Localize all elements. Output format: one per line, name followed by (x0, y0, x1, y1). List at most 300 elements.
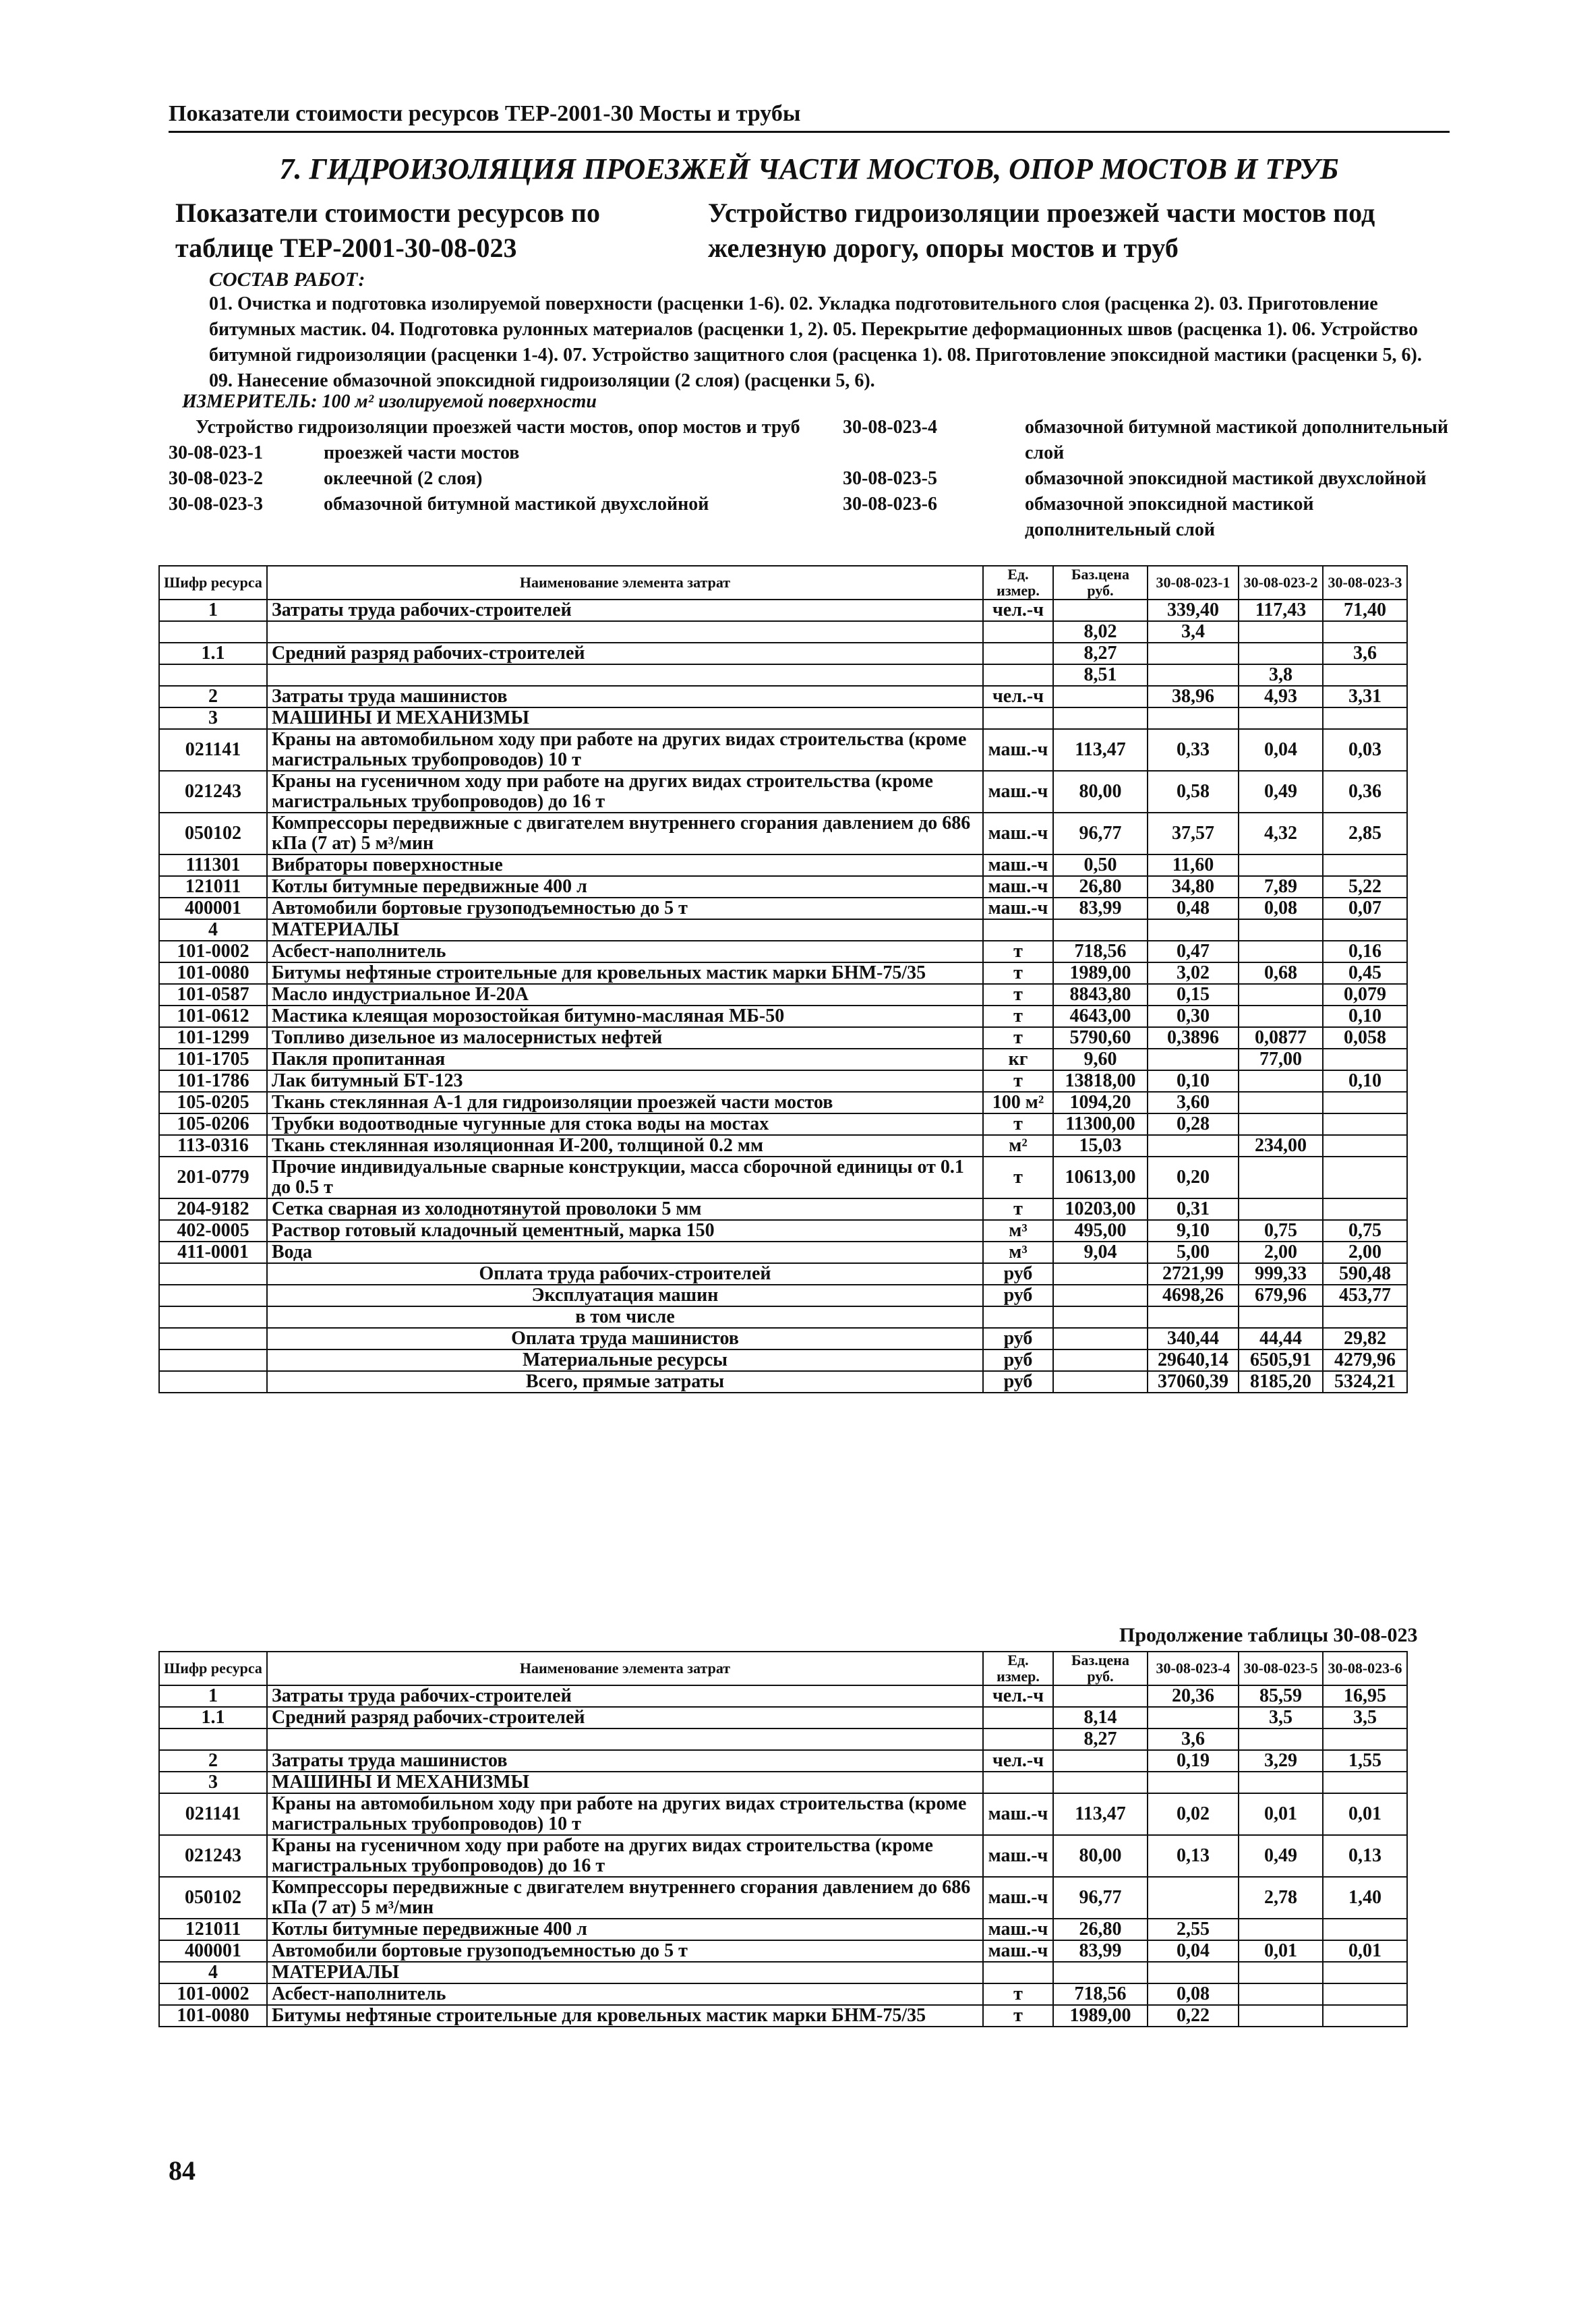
table-row (159, 664, 1407, 686)
table-row (159, 1220, 1407, 1242)
norm-value (1239, 1729, 1323, 1750)
norm-value: 234,00 (1239, 1135, 1323, 1157)
summary-value (1239, 1306, 1323, 1328)
unit: т (983, 1198, 1053, 1220)
section-title: 7. ГИДРОИЗОЛЯЦИЯ ПРОЕЗЖЕЙ ЧАСТИ МОСТОВ, ОПОР МОСТОВ И ТРУБ (279, 152, 1339, 185)
norm-value: 117,43 (1239, 600, 1323, 621)
norm-value (1148, 1962, 1239, 1983)
column-header: Наименование элемента затрат (267, 1652, 983, 1685)
work-description-heading: Устройство гидроизоляции проезжей части мостов под железную дорогу, опоры мостов и труб (708, 198, 1375, 263)
norm-value: 0,10 (1323, 1006, 1407, 1027)
norm-value: 3,6 (1323, 643, 1407, 664)
table-row (159, 813, 1407, 854)
resource-code: 411-0001 (159, 1242, 267, 1263)
resource-code (159, 1328, 267, 1349)
resource-code: 101-1705 (159, 1049, 267, 1070)
summary-value: руб (983, 1263, 1053, 1285)
base-price: 1989,00 (1053, 2005, 1148, 2027)
resource-table-2 (158, 1651, 1408, 2027)
summary-label: Всего, прямые затраты (267, 1371, 983, 1393)
resource-code: 101-1786 (159, 1070, 267, 1092)
norm-value: 2,00 (1239, 1242, 1323, 1263)
summary-row (159, 1263, 1407, 1285)
table-row (159, 1242, 1407, 1263)
base-price (1053, 1962, 1148, 1983)
base-price: 8,27 (1053, 1729, 1148, 1750)
summary-value: руб (983, 1371, 1053, 1393)
table-row (159, 1919, 1407, 1940)
summary-label: Эксплуатация машин (267, 1285, 983, 1306)
summary-value: 29,82 (1323, 1328, 1407, 1349)
summary-value (1053, 1371, 1148, 1393)
column-header: 30-08-023-6 (1323, 1652, 1407, 1685)
base-price: 4643,00 (1053, 1006, 1148, 1027)
norm-value: 3,8 (1239, 664, 1323, 686)
unit (983, 707, 1053, 729)
summary-value: 679,96 (1239, 1285, 1323, 1306)
norm-value: 7,89 (1239, 876, 1323, 898)
base-price: 96,77 (1053, 813, 1148, 854)
table-row (159, 1006, 1407, 1027)
norm-value: 0,58 (1148, 771, 1239, 813)
column-header: 30-08-023-4 (1148, 1652, 1239, 1685)
norm-value: 0,01 (1323, 1940, 1407, 1962)
norm-value: 3,02 (1148, 962, 1239, 984)
column-header: Ед. измер. (983, 566, 1053, 600)
summary-value: 29640,14 (1148, 1349, 1239, 1371)
base-price: 13818,00 (1053, 1070, 1148, 1092)
cost-element-name: Краны на автомобильном ходу при работе на других видах строительства (кроме магистральных трубопроводов) 10 т (267, 1793, 983, 1835)
norm-value (1323, 707, 1407, 729)
norm-value (1239, 1198, 1323, 1220)
norm-value: 0,10 (1148, 1070, 1239, 1092)
summary-label: Оплата труда машинистов (267, 1328, 983, 1349)
norm-value: 37,57 (1148, 813, 1239, 854)
resource-code: 101-0587 (159, 984, 267, 1006)
base-price: 80,00 (1053, 771, 1148, 813)
table-row (159, 1113, 1407, 1135)
norm-value (1323, 1113, 1407, 1135)
norm-value (1323, 1772, 1407, 1793)
cost-element-name: Асбест-наполнитель (267, 1983, 983, 2005)
norm-value (1148, 1707, 1239, 1729)
norm-value: 1,55 (1323, 1750, 1407, 1772)
unit (983, 664, 1053, 686)
norm-value: 0,47 (1148, 941, 1239, 962)
work-composition-text: 01. Очистка и подготовка изолируемой поверхности (расценки 1-6). 02. Укладка подготовительного слоя (расценка 2). 03. Приготовление битумных мастик. 04. Подготовка рулонных материалов (расценки 1, 2). 05. Перекрытие деформационных швов (расценка 1). 06. Устройство битумной гидроизоляции (расценки 1-4). 07. Устройство защитного слоя (расценка 1). 08. Приготовление эпоксидной мастики (расценки 5, 6). 09. Нанесение обмазочной эпоксидной гидроизоляции (2 слоя) (расценки 5, 6). (209, 293, 1422, 391)
cost-element-name: Котлы битумные передвижные 400 л (267, 876, 983, 898)
table-row (159, 876, 1407, 898)
norm-value: 0,08 (1148, 1983, 1239, 2005)
base-price: 10203,00 (1053, 1198, 1148, 1220)
column-header: 30-08-023-2 (1239, 566, 1323, 600)
norm-value (1323, 1135, 1407, 1157)
table-row (159, 1793, 1407, 1835)
norm-value: 5,00 (1148, 1242, 1239, 1263)
summary-row (159, 1349, 1407, 1371)
base-price: 96,77 (1053, 1877, 1148, 1919)
base-price: 83,99 (1053, 1940, 1148, 1962)
table-row (159, 854, 1407, 876)
code-row (843, 492, 1450, 543)
unit: м³ (983, 1242, 1053, 1263)
norm-value: 0,07 (1323, 898, 1407, 919)
cost-element-name: Компрессоры передвижные с двигателем внутреннего сгорания давлением до 686 кПа (7 ат) 5 м³/мин (267, 1877, 983, 1919)
resource-code (159, 1285, 267, 1306)
cost-element-name (267, 1729, 983, 1750)
norm-value: 5,22 (1323, 876, 1407, 898)
table-row (159, 1940, 1407, 1962)
summary-value: 590,48 (1323, 1263, 1407, 1285)
norm-value (1323, 1198, 1407, 1220)
norm-value: 2,85 (1323, 813, 1407, 854)
norm-value (1239, 1962, 1323, 1983)
unit: маш.-ч (983, 729, 1053, 771)
resource-code: 1.1 (159, 1707, 267, 1729)
cost-element-name (267, 621, 983, 643)
column-header: Баз.цена руб. (1053, 1652, 1148, 1685)
resource-code: 204-9182 (159, 1198, 267, 1220)
base-price: 0,50 (1053, 854, 1148, 876)
resource-code: 021243 (159, 1835, 267, 1877)
table-row (159, 707, 1407, 729)
table-row (159, 1962, 1407, 1983)
table-row (159, 919, 1407, 941)
codes-left (169, 415, 816, 517)
summary-value: 4698,26 (1148, 1285, 1239, 1306)
resource-code (159, 1263, 267, 1285)
norm-value: 3,31 (1323, 686, 1407, 707)
cost-element-name: Краны на автомобильном ходу при работе на других видах строительства (кроме магистральных трубопроводов) 10 т (267, 729, 983, 771)
summary-value (983, 1306, 1053, 1328)
table-row (159, 898, 1407, 919)
norm-value (1239, 1157, 1323, 1198)
norm-value: 0,079 (1323, 984, 1407, 1006)
summary-label: Материальные ресурсы (267, 1349, 983, 1371)
column-header: 30-08-023-3 (1323, 566, 1407, 600)
unit: маш.-ч (983, 854, 1053, 876)
resource-code (159, 1349, 267, 1371)
norm-value (1239, 707, 1323, 729)
cost-element-name: Компрессоры передвижные с двигателем внутреннего сгорания давлением до 686 кПа (7 ат) 5 м³/мин (267, 813, 983, 854)
resource-code: 050102 (159, 813, 267, 854)
summary-value: руб (983, 1349, 1053, 1371)
unit (983, 919, 1053, 941)
resource-code: 1 (159, 1685, 267, 1707)
cost-element-name: Прочие индивидуальные сварные конструкции, масса сборочной единицы от 0.1 до 0.5 т (267, 1157, 983, 1198)
base-price: 80,00 (1053, 1835, 1148, 1877)
norm-value: 0,0877 (1239, 1027, 1323, 1049)
norm-value (1323, 919, 1407, 941)
cost-element-name: Ткань стеклянная А-1 для гидроизоляции проезжей части мостов (267, 1092, 983, 1113)
norm-value: 9,10 (1148, 1220, 1239, 1242)
summary-label: в том числе (267, 1306, 983, 1328)
norm-value: 0,20 (1148, 1157, 1239, 1198)
base-price: 495,00 (1053, 1220, 1148, 1242)
resource-code: 050102 (159, 1877, 267, 1919)
norm-value: 3,6 (1148, 1729, 1239, 1750)
unit (983, 1729, 1053, 1750)
norm-value (1239, 1983, 1323, 2005)
base-price: 83,99 (1053, 898, 1148, 919)
norm-value (1239, 1070, 1323, 1092)
base-price: 8,27 (1053, 643, 1148, 664)
norm-value (1323, 1092, 1407, 1113)
norm-value (1323, 1729, 1407, 1750)
cost-element-name: Мастика клеящая морозостойкая битумно-масляная МБ-50 (267, 1006, 983, 1027)
base-price: 8843,80 (1053, 984, 1148, 1006)
table-row (159, 729, 1407, 771)
norm-value: 339,40 (1148, 600, 1239, 621)
base-price (1053, 600, 1148, 621)
cost-element-name: Краны на гусеничном ходу при работе на других видах строительства (кроме магистральных трубопроводов) до 16 т (267, 771, 983, 813)
resource-code: 2 (159, 1750, 267, 1772)
base-price: 718,56 (1053, 1983, 1148, 2005)
norm-value (1148, 1772, 1239, 1793)
resource-code: 3 (159, 707, 267, 729)
norm-value: 0,49 (1239, 771, 1323, 813)
table-row (159, 1049, 1407, 1070)
running-head: Показатели стоимости ресурсов ТЕР-2001-30 Мосты и трубы (169, 101, 1450, 133)
unit: т (983, 941, 1053, 962)
norm-value: 0,75 (1239, 1220, 1323, 1242)
cost-element-name: Средний разряд рабочих-строителей (267, 643, 983, 664)
cost-element-name: Вода (267, 1242, 983, 1263)
norm-value: 4,32 (1239, 813, 1323, 854)
norm-value: 0,15 (1148, 984, 1239, 1006)
base-price: 11300,00 (1053, 1113, 1148, 1135)
norm-value: 2,78 (1239, 1877, 1323, 1919)
resource-code: 3 (159, 1772, 267, 1793)
cost-element-name: Средний разряд рабочих-строителей (267, 1707, 983, 1729)
norm-value: 34,80 (1148, 876, 1239, 898)
norm-value (1148, 1135, 1239, 1157)
norm-value: 0,19 (1148, 1750, 1239, 1772)
code-row (843, 415, 1450, 466)
norm-value: 3,29 (1239, 1750, 1323, 1772)
norm-value (1323, 1049, 1407, 1070)
norm-value (1239, 984, 1323, 1006)
norm-value: 0,75 (1323, 1220, 1407, 1242)
norm-value: 0,01 (1239, 1940, 1323, 1962)
cost-element-name: Затраты труда рабочих-строителей (267, 600, 983, 621)
table-header-row (159, 1652, 1407, 1685)
resource-code: 101-0002 (159, 1983, 267, 2005)
summary-row (159, 1371, 1407, 1393)
resource-code: 105-0206 (159, 1113, 267, 1135)
cost-element-name: Вибраторы поверхностные (267, 854, 983, 876)
norm-value (1239, 941, 1323, 962)
unit: кг (983, 1049, 1053, 1070)
resource-code: 111301 (159, 854, 267, 876)
table-row (159, 1027, 1407, 1049)
table-row (159, 1750, 1407, 1772)
cost-element-name: Асбест-наполнитель (267, 941, 983, 962)
norm-value (1239, 2005, 1323, 2027)
norm-value: 2,55 (1148, 1919, 1239, 1940)
cost-element-name: Затраты труда машинистов (267, 686, 983, 707)
norm-value (1148, 643, 1239, 664)
cost-element-name: Затраты труда машинистов (267, 1750, 983, 1772)
price-code-description: обмазочной эпоксидной мастикой двухслойной (1025, 468, 1427, 489)
column-header: Баз.цена руб. (1053, 566, 1148, 600)
norm-value: 0,13 (1148, 1835, 1239, 1877)
unit: т (983, 962, 1053, 984)
code-row (169, 466, 816, 492)
unit: т (983, 1070, 1053, 1092)
table-row (159, 686, 1407, 707)
norm-value: 38,96 (1148, 686, 1239, 707)
norm-value: 0,49 (1239, 1835, 1323, 1877)
resource-code: 2 (159, 686, 267, 707)
resource-code: 121011 (159, 876, 267, 898)
unit: маш.-ч (983, 1919, 1053, 1940)
resource-code: 105-0205 (159, 1092, 267, 1113)
resource-code: 021141 (159, 1793, 267, 1835)
resource-code (159, 1729, 267, 1750)
cost-element-name: МАТЕРИАЛЫ (267, 919, 983, 941)
norm-value (1323, 1157, 1407, 1198)
unit: маш.-ч (983, 1793, 1053, 1835)
work-composition-heading: СОСТАВ РАБОТ: (209, 268, 365, 291)
norm-value: 0,3896 (1148, 1027, 1239, 1049)
base-price: 113,47 (1053, 729, 1148, 771)
summary-value: 44,44 (1239, 1328, 1323, 1349)
table-header-row (159, 566, 1407, 600)
norm-value (1323, 1983, 1407, 2005)
norm-value (1239, 621, 1323, 643)
table-row (159, 1092, 1407, 1113)
norm-value: 11,60 (1148, 854, 1239, 876)
norm-value (1239, 1113, 1323, 1135)
base-price: 26,80 (1053, 1919, 1148, 1940)
table-row (159, 2005, 1407, 2027)
summary-value: 6505,91 (1239, 1349, 1323, 1371)
norm-value (1148, 664, 1239, 686)
norm-value (1323, 664, 1407, 686)
summary-value (1053, 1263, 1148, 1285)
cost-element-name: Битумы нефтяные строительные для кровельных мастик марки БНМ-75/35 (267, 2005, 983, 2027)
unit: 100 м² (983, 1092, 1053, 1113)
summary-value (1323, 1306, 1407, 1328)
cost-element-name: Сетка сварная из холоднотянутой проволоки 5 мм (267, 1198, 983, 1220)
unit (983, 643, 1053, 664)
norm-value: 77,00 (1239, 1049, 1323, 1070)
norm-value: 0,48 (1148, 898, 1239, 919)
resource-code: 402-0005 (159, 1220, 267, 1242)
base-price: 5790,60 (1053, 1027, 1148, 1049)
cost-element-name: Автомобили бортовые грузоподъемностью до 5 т (267, 1940, 983, 1962)
base-price: 9,60 (1053, 1049, 1148, 1070)
cost-element-name: Пакля пропитанная (267, 1049, 983, 1070)
cost-element-name: Трубки водоотводные чугунные для стока воды на мостах (267, 1113, 983, 1135)
norm-value (1239, 1092, 1323, 1113)
base-price (1053, 919, 1148, 941)
column-header: Наименование элемента затрат (267, 566, 983, 600)
base-price: 718,56 (1053, 941, 1148, 962)
norm-value: 0,08 (1239, 898, 1323, 919)
unit: т (983, 1983, 1053, 2005)
summary-value: 2721,99 (1148, 1263, 1239, 1285)
norm-value: 0,30 (1148, 1006, 1239, 1027)
price-code: 30-08-023-4 (843, 417, 937, 438)
table-row (159, 962, 1407, 984)
summary-value: 999,33 (1239, 1263, 1323, 1285)
unit: т (983, 2005, 1053, 2027)
norm-value: 3,60 (1148, 1092, 1239, 1113)
norm-value (1323, 1962, 1407, 1983)
base-price: 26,80 (1053, 876, 1148, 898)
norm-value (1239, 1919, 1323, 1940)
base-price (1053, 686, 1148, 707)
table-row (159, 1772, 1407, 1793)
resource-code: 021141 (159, 729, 267, 771)
unit: маш.-ч (983, 813, 1053, 854)
table-row (159, 771, 1407, 813)
price-code-description: обмазочной битумной мастикой дополнительный слой (1025, 417, 1449, 463)
unit: т (983, 1157, 1053, 1198)
unit: маш.-ч (983, 898, 1053, 919)
cost-element-name: МАШИНЫ И МЕХАНИЗМЫ (267, 707, 983, 729)
summary-value: 4279,96 (1323, 1349, 1407, 1371)
resource-code: 101-0002 (159, 941, 267, 962)
column-header: 30-08-023-5 (1239, 1652, 1323, 1685)
base-price (1053, 1685, 1148, 1707)
cost-element-name (267, 664, 983, 686)
summary-value: руб (983, 1328, 1053, 1349)
norm-value: 0,45 (1323, 962, 1407, 984)
price-code-description: обмазочной эпоксидной мастикой дополнительный слой (1025, 494, 1314, 540)
price-code-description: оклеечной (2 слоя) (324, 468, 483, 489)
code-row (169, 492, 816, 517)
column-header: Шифр ресурса (159, 1652, 267, 1685)
summary-value (1053, 1349, 1148, 1371)
resource-table-1 (158, 565, 1408, 1393)
cost-element-name: Затраты труда рабочих-строителей (267, 1685, 983, 1707)
norm-value: 1,40 (1323, 1877, 1407, 1919)
norm-value (1323, 1919, 1407, 1940)
unit: маш.-ч (983, 1835, 1053, 1877)
resource-code (159, 621, 267, 643)
norm-value (1148, 919, 1239, 941)
table-reference-heading: Показатели стоимости ресурсов по таблице ТЕР-2001-30-08-023 (175, 198, 600, 263)
table-row (159, 643, 1407, 664)
norm-value (1148, 1877, 1239, 1919)
base-price: 1989,00 (1053, 962, 1148, 984)
resource-code: 101-0612 (159, 1006, 267, 1027)
resource-code: 1 (159, 600, 267, 621)
continuation-label: Продолжение таблицы 30-08-023 (1119, 1624, 1418, 1646)
code-row (843, 466, 1450, 492)
norm-value: 3,5 (1239, 1707, 1323, 1729)
cost-element-name: Раствор готовый кладочный цементный, марка 150 (267, 1220, 983, 1242)
resource-code: 121011 (159, 1919, 267, 1940)
table-row (159, 1070, 1407, 1092)
unit: чел.-ч (983, 1750, 1053, 1772)
unit-of-measure: ИЗМЕРИТЕЛЬ: 100 м² изолируемой поверхности (182, 391, 597, 412)
norm-value (1323, 2005, 1407, 2027)
resource-code: 113-0316 (159, 1135, 267, 1157)
norm-value (1323, 854, 1407, 876)
norm-value: 0,03 (1323, 729, 1407, 771)
resource-code: 101-0080 (159, 962, 267, 984)
norm-value: 0,13 (1323, 1835, 1407, 1877)
summary-row (159, 1328, 1407, 1349)
summary-value: руб (983, 1285, 1053, 1306)
table-row (159, 1685, 1407, 1707)
norm-value: 0,04 (1239, 729, 1323, 771)
unit: маш.-ч (983, 1877, 1053, 1919)
